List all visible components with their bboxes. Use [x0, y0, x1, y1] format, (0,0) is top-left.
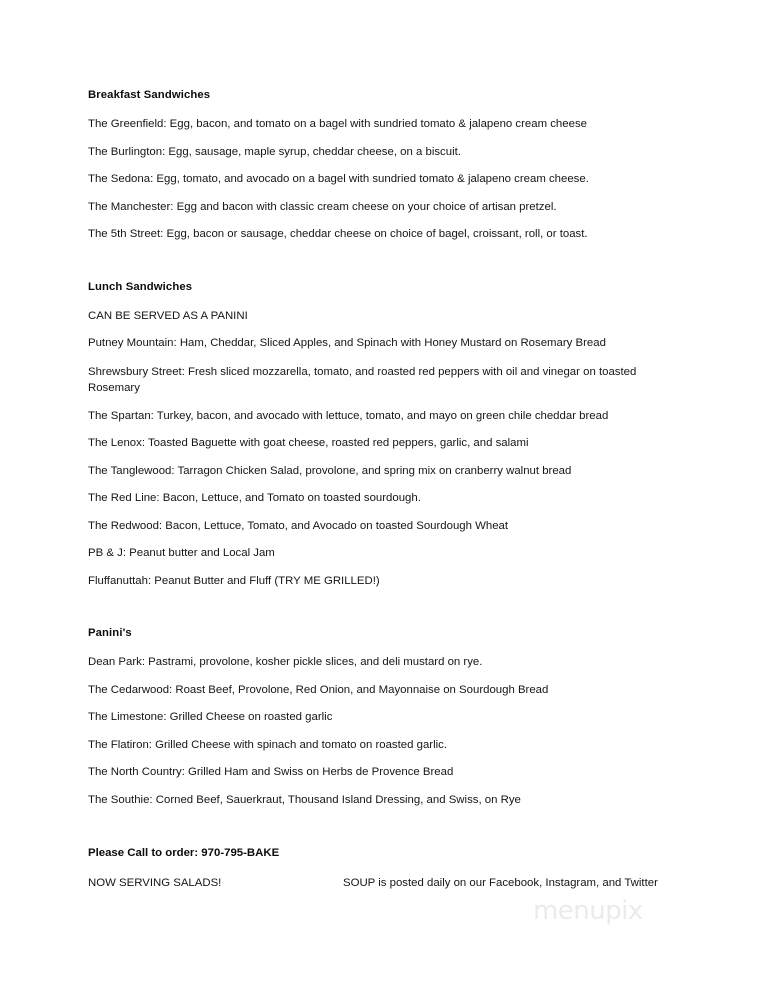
menu-item: The Redwood: Bacon, Lettuce, Tomato, and Avocado on toasted Sourdough Wheat: [88, 519, 509, 532]
menu-item: Shrewsbury Street: Fresh sliced mozzarella, tomato, and roasted red peppers with oil and vinegar on toasted Rosemary: [88, 365, 637, 394]
menu-item: The Lenox: Toasted Baguette with goat cheese, roasted red peppers, garlic, and salami: [88, 437, 529, 449]
menu-item: The Southie: Corned Beef, Sauerkraut, Thousand Island Dressing, and Swiss, on Rye: [88, 793, 521, 806]
section-heading-paninis: Panini's: [88, 627, 132, 639]
menu-item: Putney Mountain: Ham, Cheddar, Sliced Apples, and Spinach with Honey Mustard on Rosemary Bread: [88, 337, 606, 349]
menu-item: The Red Line: Bacon, Lettuce, and Tomato on toasted sourdough.: [88, 492, 421, 504]
soup-note: SOUP is posted daily on our Facebook, Instagram, and Twitter: [343, 877, 658, 889]
section-spacer: [88, 601, 668, 626]
menu-item: The Sedona: Egg, tomato, and avocado on a bagel with sundried tomato & jalapeno cream cheese.: [88, 173, 589, 185]
menu-item: PB & J: Peanut butter and Local Jam: [88, 547, 275, 559]
menu-item: The Greenfield: Egg, bacon, and tomato on a bagel with sundried tomato & jalapeno cream cheese: [88, 118, 587, 130]
menu-content: [88, 88, 668, 892]
section-spacer: [88, 255, 668, 280]
salads-note: NOW SERVING SALADS!: [88, 877, 222, 889]
menu-item: The Cedarwood: Roast Beef, Provolone, Red Onion, and Mayonnaise on Sourdough Bread: [88, 683, 549, 696]
menu-item: The Limestone: Grilled Cheese on roasted garlic: [88, 711, 333, 723]
menu-item: The 5th Street: Egg, bacon or sausage, cheddar cheese on choice of bagel, croissant, roll, or toast.: [88, 228, 588, 240]
menupix-watermark: menupix: [533, 896, 643, 926]
call-to-order-heading: Please Call to order: 970-795-BAKE: [88, 847, 280, 859]
menu-item: The Burlington: Egg, sausage, maple syrup, cheddar cheese, on a biscuit.: [88, 145, 461, 158]
section-lunch-sandwiches: [88, 280, 668, 588]
footer-block: [88, 846, 668, 892]
menu-item: The North Country: Grilled Ham and Swiss on Herbs de Provence Bread: [88, 766, 454, 778]
section-heading-breakfast: Breakfast Sandwiches: [88, 89, 211, 101]
menu-item: The Flatiron: Grilled Cheese with spinach and tomato on roasted garlic.: [88, 738, 447, 751]
menu-item: Dean Park: Pastrami, provolone, kosher pickle slices, and deli mustard on rye.: [88, 656, 483, 668]
footer-notes-row: [88, 876, 668, 892]
menu-item: The Spartan: Turkey, bacon, and avocado with lettuce, tomato, and mayo on green chile cheddar bread: [88, 409, 609, 422]
section-subheading-lunch: CAN BE SERVED AS A PANINI: [88, 309, 248, 322]
menu-item: The Manchester: Egg and bacon with classic cream cheese on your choice of artisan pretzel.: [88, 200, 557, 213]
menu-item: The Tanglewood: Tarragon Chicken Salad, provolone, and spring mix on cranberry walnut bread: [88, 464, 572, 477]
section-breakfast-sandwiches: [88, 88, 668, 241]
section-spacer: [88, 820, 668, 846]
section-heading-lunch: Lunch Sandwiches: [88, 280, 193, 293]
menu-item: Fluffanuttah: Peanut Butter and Fluff (TRY ME GRILLED!): [88, 574, 380, 587]
section-paninis: [88, 626, 668, 807]
